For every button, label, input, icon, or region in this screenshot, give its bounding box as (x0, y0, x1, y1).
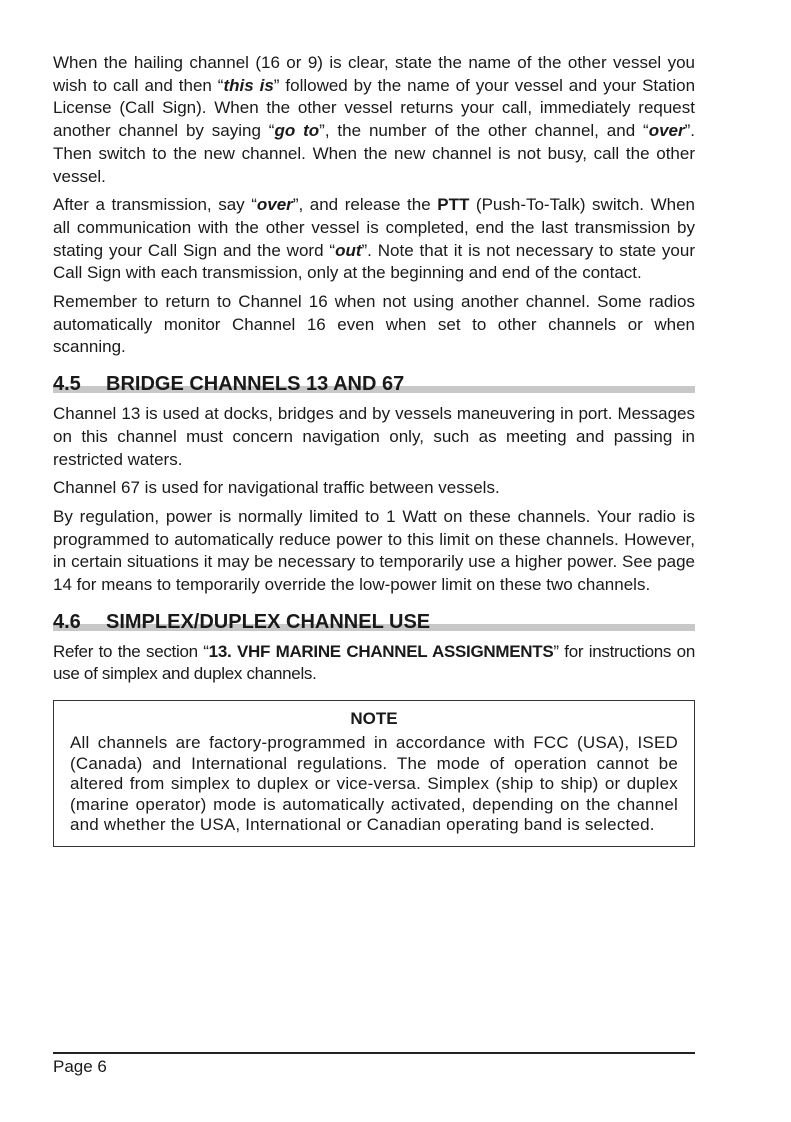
paragraph-transmission (53, 194, 695, 285)
section-title (53, 609, 430, 635)
section-title-text: BRIDGE CHANNELS 13 AND 67 (106, 373, 405, 396)
text: When the hailing channel (16 or 9) is clear, state the name of the other vessel you wish to call and then “ (53, 53, 695, 95)
section-number: 4.6 (53, 610, 81, 633)
text: ”. Note that it is not necessary to state your Call Sign with each transmission, only at the beginning and end of the contact. (53, 240, 695, 283)
text: ” for instructions on use of simplex and duplex channels. (53, 641, 695, 684)
section-heading-4-6 (53, 609, 695, 637)
paragraph-channel-67: Channel 67 is used for navigational traffic between vessels. (53, 478, 500, 498)
paragraph-hailing (53, 52, 695, 188)
emphasis-go-to: go to (274, 121, 320, 141)
emphasis-out: out (335, 240, 362, 260)
text: ” followed by the name of your vessel and your Station License (Call Sign). When the other vessel returns your call, immediately request another channel by saying “ (53, 75, 696, 141)
page-number: Page 6 (53, 1057, 107, 1076)
text: Refer to the section “ (53, 641, 209, 661)
note-body: All channels are factory-programmed in accordance with FCC (USA), ISED (Canada) and International regulations. The mode of operation cannot be altered from simplex to duplex or vice-versa. Simplex (ship to ship) or duplex (marine operator) mode is automatically activated, depending on the channel and whether the USA, International or Canadian operating band is selected. (70, 733, 678, 835)
note-box (53, 700, 695, 847)
paragraph-power: By regulation, power is normally limited to 1 Watt on these channels. Your radio is programmed to automatically reduce power to this limit on these channels. However, in certain situations it may be necessary to temporarily use a higher power. See page 14 for means to temporarily override the low-power limit on these two channels. (53, 506, 695, 595)
text: ”, and release the (292, 195, 438, 215)
section-title (53, 371, 404, 397)
section-reference: 13. VHF MARINE CHANNEL ASSIGNMENTS (208, 641, 554, 661)
paragraph-return-16: Remember to return to Channel 16 when not using another channel. Some radios automatically monitor Channel 16 even when set to other channels or when scanning. (53, 292, 695, 357)
section-heading-4-5 (53, 371, 695, 399)
text: ”. Then switch to the new channel. When the new channel is not busy, call the other vessel. (53, 121, 695, 186)
section-title-text: SIMPLEX/DUPLEX CHANNEL USE (106, 610, 431, 633)
paragraph-simplex-duplex (53, 641, 695, 686)
emphasis-over: over (256, 195, 293, 215)
text: (Push-To-Talk) switch. When all communication with the other vessel is completed, end the last transmission by stating your Call Sign and the word “ (53, 195, 695, 260)
emphasis-over: over (648, 121, 685, 141)
page-content (53, 52, 695, 847)
emphasis-this-is: this is (223, 75, 274, 95)
text: After a transmission, say “ (53, 195, 257, 215)
footer-rule (53, 1052, 695, 1054)
text: ”, the number of the other channel, and “ (319, 121, 649, 141)
paragraph-channel-13: Channel 13 is used at docks, bridges and by vessels maneuvering in port. Messages on this channel must concern navigation only, such as meeting and passing in restricted waters. (53, 404, 695, 469)
note-title: NOTE (350, 709, 398, 729)
section-number: 4.5 (53, 373, 81, 396)
emphasis-ptt: PTT (437, 195, 470, 215)
